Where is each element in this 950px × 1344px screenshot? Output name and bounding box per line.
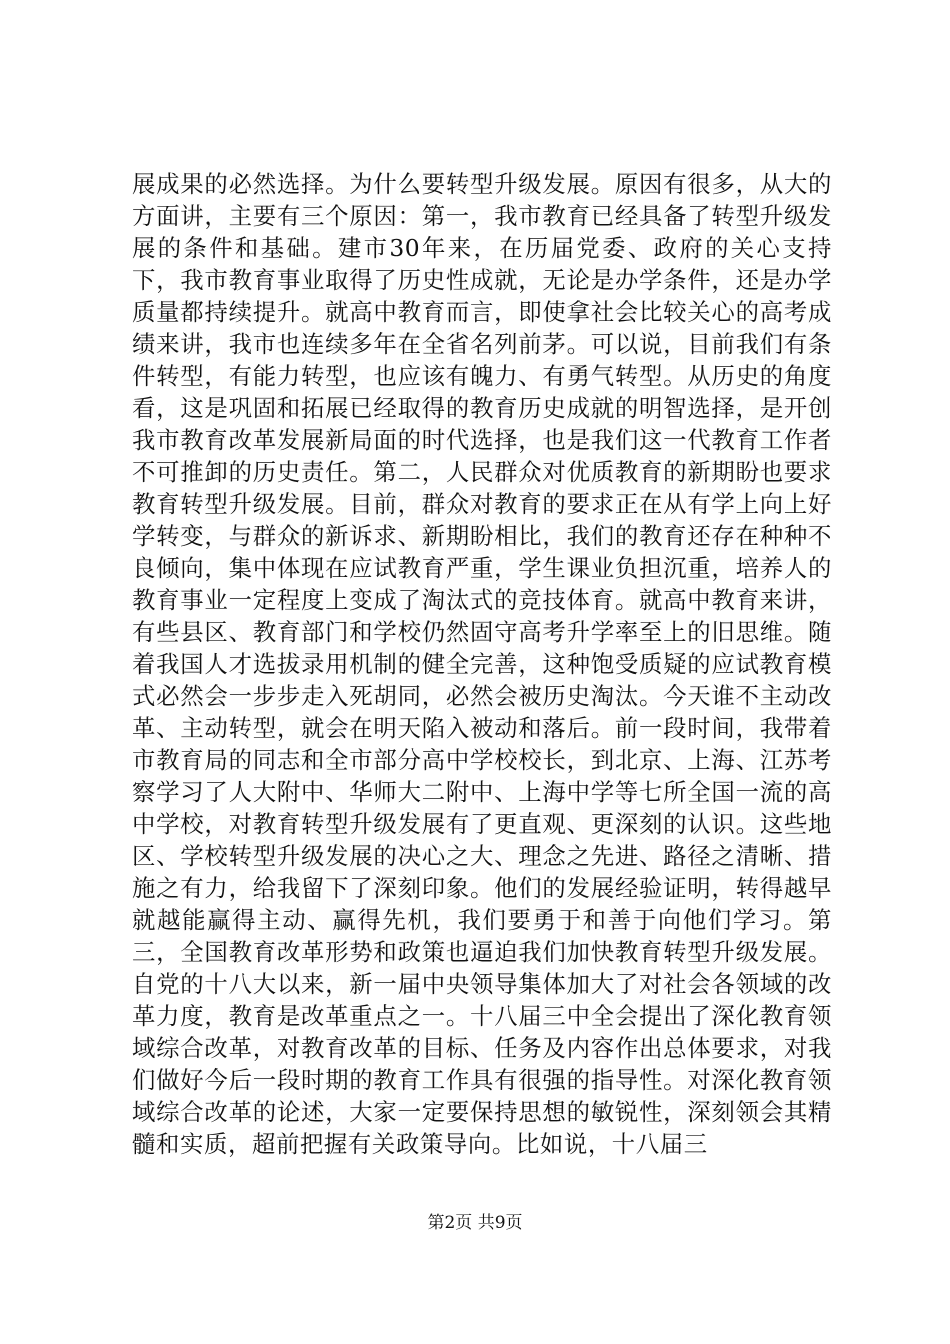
page-footer: 第2页 共9页 <box>427 1213 523 1233</box>
body-paragraph: 展成果的必然选择。为什么要转型升级发展。原因有很多，从大的方面讲，主要有三个原因：第一，我市教育已经具备了转型升级发展的条件和基础。建市30年来，在历届党委、政府的关心支持下，我市教育事业取得了历史性成就，无论是办学条件，还是办学质量都持续提升。就高中教育而言，即使拿社会比较关心的高考成绩来讲，我市也连续多年在全省名列前茅。可以说，目前我们有条件转型，有能力转型，也应该有魄力、有勇气转型。从历史的角度看，这是巩固和拓展已经取得的教育历史成就的明智选择，是开创我市教育改革发展新局面的时代选择，也是我们这一代教育工作者不可推卸的历史责任。第二，人民群众对优质教育的新期盼也要求教育转型升级发展。目前，群众对教育的要求正在从有学上向上好学转变，与群众的新诉求、新期盼相比，我们的教育还存在种种不良倾向，集中体现在应试教育严重，学生课业负担沉重，培养人的教育事业一定程度上变成了淘汰式的竞技体育。就高中教育来讲，有些县区、教育部门和学校仍然固守高考升学率至上的旧思维。随着我国人才选拔录用机制的健全完善，这种饱受质疑的应试教育模式必然会一步步走入死胡同，必然会被历史淘汰。今天谁不主动改革、主动转型，就会在明天陷入被动和落后。前一段时间，我带着市教育局的同志和全市部分高中学校校长，到北京、上海、江苏考察学习了人大附中、华师大二附中、上海中学等七所全国一流的高中学校，对教育转型升级发展有了更直观、更深刻的认识。这些地区、学校转型升级发展的决心之大、理念之先进、路径之清晰、措施之有力，给我留下了深刻印象。他们的发展经验证明，转得越早就越能赢得主动、赢得先机，我们要勇于和善于向他们学习。第三，全国教育改革形势和政策也逼迫我们加快教育转型升级发展。自党的十八大以来，新一届中央领导集体加大了对社会各领域的改革力度，教育是改革重点之一。十八届三中全会提出了深化教育领域综合改革，对教育改革的目标、任务及内容作出总体要求，对我们做好今后一段时期的教育工作具有很强的指导性。对深化教育领域综合改革的论述，大家一定要保持思想的敏锐性，深刻领会其精髓和实质，超前把握有关政策导向。比如说，十八届三 <box>132 170 832 1158</box>
